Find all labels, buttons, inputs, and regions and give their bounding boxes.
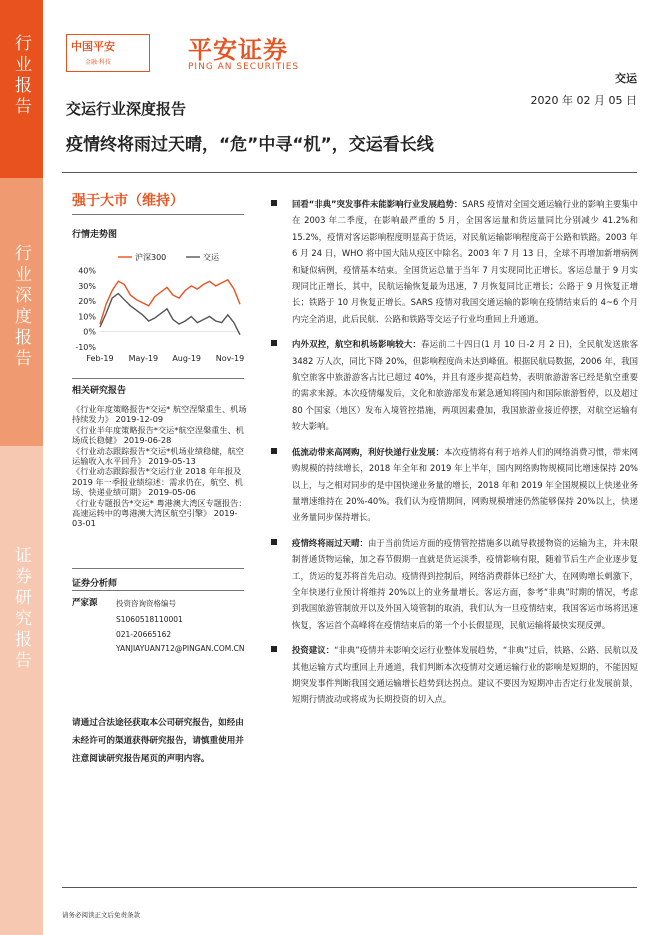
paragraph-body: 春运前二十四日(1 月 10 日-2 月 2 日)，全民航发送旅客 3482 万人次，同比下降 20%，但影响程度尚未达到峰值。根据民航局数据，2006 年，我国航空旅客中旅游游客占比已超过 40%，并且有逐步提高趋势，表明旅游游客已经是航空重要的需求来源。本次疫情爆发后，文化和旅游部发布紧急通知将国内和国际旅游暂停，以及超过 80 个国家（地区）发布入境管控措施，两项因素叠加，我国旅游业接近停摆，对航空运输有较大影响。 — [292, 339, 639, 432]
trend-chart — [68, 245, 248, 373]
report-headline: 疫情终将雨过天晴，“危”中寻“机”，交运看长线 — [66, 135, 434, 155]
x-tick-label: Feb-19 — [86, 354, 114, 363]
square-bullet-icon — [271, 646, 277, 652]
summary-paragraph — [268, 642, 638, 708]
related-item[interactable]: 《行业年度策略报告*交运* 航空涅槃重生、机场持续发力》 2019-12-09 — [72, 404, 247, 425]
logo-box-text: 中国平安 — [71, 40, 115, 53]
header-divider — [62, 172, 637, 173]
legend-label: 交运 — [203, 253, 219, 262]
footer-note: 请务必阅读正文后免责条款 — [62, 911, 140, 919]
related-item[interactable]: 《行业半年度策略报告*交运*航空涅槃重生、机场成长稳健》 2019-06-28 — [72, 424, 244, 446]
series-line-hs300 — [100, 280, 240, 324]
sidebar-tab-securities-report — [0, 446, 43, 935]
related-item[interactable]: 《行业专题报告*交运* 粤港澳大湾区专题报告：高速运转中的粤港澳大湾区航空引擎》 2019-03-01 — [72, 497, 247, 529]
analyst-license-no: S1060518110001 — [116, 614, 183, 624]
sidebar-tab3-label: 证券研究报告 — [11, 546, 31, 672]
main-content — [268, 196, 638, 717]
trend-title: 行情走势图 — [72, 230, 118, 240]
paragraph-lead: 内外双控，航空和机场影响较大： — [292, 339, 422, 350]
series-line-transport — [100, 294, 240, 335]
analyst-title: 证券分析师 — [72, 579, 118, 589]
sector-label: 交运 — [615, 72, 637, 85]
summary-paragraph — [268, 535, 638, 633]
sidebar — [0, 0, 43, 935]
paragraph-body: 本次疫情将有利于培养人们的网络消费习惯，带来网购规模的持续增长，2018 年全年和 2019 年上半年，国内网络购物规模同比增速保持 20%以上，与之相对同步的是中国快递业务量的增长，2018 年和 2019 年全国规模以上快递业务量增速维持在 20%-40%。我们认为疫情期间，网购规模增速仍然能够保持 20%以上，快递业务量同步保持增长。 — [292, 446, 639, 523]
square-bullet-icon — [271, 340, 277, 346]
sidebar-tab1-label: 行业报告 — [11, 34, 31, 118]
x-tick-label: May-19 — [128, 354, 159, 363]
logo-box-subtext: 金融·科技 — [85, 59, 111, 66]
x-tick-label: Aug-19 — [172, 354, 202, 363]
sidebar-tab-industry-report — [0, 0, 43, 178]
y-tick-label: 10% — [78, 312, 96, 322]
square-bullet-icon — [271, 200, 277, 206]
y-tick-label: 0% — [83, 327, 96, 337]
rating-divider — [72, 214, 244, 215]
y-tick-label: -10% — [75, 343, 96, 352]
paragraph-body: 由于当前货运方面的疫情管控措施多以疏导救援物资的运输为主，并未限制普通货物运输，加之春节假期一直就是货运淡季，疫情影响有限，随着节后生产企业逐步复工，货运的复苏将首先启动。疫情得到控制后，网络消费群体已经扩大，在网购增长刺激下，全年快递行业预计将维持 20%以上的业务量增长。客运方面，参考“非典”时期的情况，考虑到我国旅游管制放开以及外国入境管制的取消，我们认为一旦疫情结束，我国客运市场将迅速恢复，客运首个高峰将在疫情结束后的第一个小长假显现，民航运输将最快实现反弹。 — [292, 537, 639, 630]
legend-label: 沪深300 — [135, 253, 167, 262]
footer-divider — [62, 887, 637, 888]
paragraph-lead: 疫情终将雨过天晴： — [292, 537, 368, 548]
trend-chart-svg — [68, 245, 248, 373]
paragraph-body: “非典”疫情并未影响交运行业整体发展趋势，“非典”过后，铁路、公路、民航以及其他运输方式均重回上升通道，我们判断本次疫情对交通运输行业的影响是短期的，不能因短期突发事件判断我国交通运输增长趋势到达拐点。建议不要因为短期冲击否定行业发展前景，短期行情波动或将成为长期投资的切入点。 — [292, 645, 639, 705]
summary-paragraph — [268, 196, 638, 327]
y-tick-label: 20% — [78, 297, 96, 307]
analyst-name: 严家源 — [72, 598, 98, 608]
paragraph-lead: 投资建议： — [292, 645, 335, 656]
related-list — [72, 404, 248, 529]
analyst-email[interactable]: YANJIAYUAN712@PINGAN.COM.CN — [116, 643, 245, 653]
paragraph-lead: 回看“非典”突发事件未能影响行业发展趋势： — [292, 199, 463, 209]
analyst-divider — [72, 590, 244, 591]
analyst-license-label: 投资咨询资格编号 — [116, 599, 176, 608]
pingan-group-logo — [66, 34, 150, 72]
analyst-info — [116, 596, 248, 654]
brand-name-cn: 平安证券 — [188, 36, 288, 64]
square-bullet-icon — [271, 539, 277, 545]
square-bullet-icon — [271, 448, 277, 454]
chart-divider — [72, 378, 244, 379]
sidebar-tab2-label: 行业深度报告 — [11, 244, 31, 370]
summary-paragraph — [268, 444, 638, 526]
related-divider — [72, 568, 244, 569]
brand-name-en: PING AN SECURITIES — [188, 62, 300, 72]
paragraph-body: SARS 疫情对全国交通运输行业的影响主要集中在 2003 年二季度，在影响最严重的 5 月，全国客运量和货运量同比分别减少 41.2%和 15.2%，疫情对客运影响程度明显高于货运，对民航运输影响程度高于公路和铁路。2003 年 6 月 24 日，WHO 将中国大陆从疫区中除名。2003 年 7 月 13 日，全球不再增加新增病例和疑似病例，疫情基本结束。全国货运总量于当年 7 月实现同比正增长。客运总量于 9 月实现同比正增长，其中，民航运输恢复最为迅速，7 月恢复同比正增长；公路于 9 月恢复正增长；铁路于 10 月恢复正增长。SARS 疫情对我国交通运输的影响在疫情结束后的 4~6 个月内完全消退，此后民航、公路和铁路等交运子行业均重回上升通道。 — [292, 199, 639, 324]
report-type: 交运行业深度报告 — [66, 100, 187, 118]
related-item[interactable]: 《行业动态跟踪报告*交运*机场业绩稳健，航空运输收入水平回升》 2019-05-13 — [72, 445, 244, 467]
sidebar-tab-deep-report — [0, 178, 43, 446]
analyst-phone: 021-20665162 — [116, 630, 172, 639]
paragraph-lead: 低流动带来高网购，利好快递行业发展： — [292, 446, 444, 457]
y-tick-label: 30% — [78, 281, 96, 291]
related-title: 相关研究报告 — [72, 386, 127, 396]
summary-paragraph — [268, 336, 638, 434]
y-tick-label: 40% — [78, 266, 96, 276]
disclaimer-text: 请通过合法途径获取本公司研究报告，如经由未经许可的渠道获得研究报告，请慎重使用并注意阅读研究报告尾页的声明内容。 — [72, 718, 244, 764]
report-date: 2020 年 02 月 05 日 — [530, 94, 637, 107]
x-tick-label: Nov-19 — [215, 354, 245, 363]
rating-label: 强于大市（维持） — [72, 193, 184, 209]
related-item[interactable]: 《行业动态跟踪报告*交运行业 2018 年年报及 2019 年一季报业绩综述：需求仍在，航空、机场、快递业绩可期》 2019-05-06 — [72, 466, 243, 498]
